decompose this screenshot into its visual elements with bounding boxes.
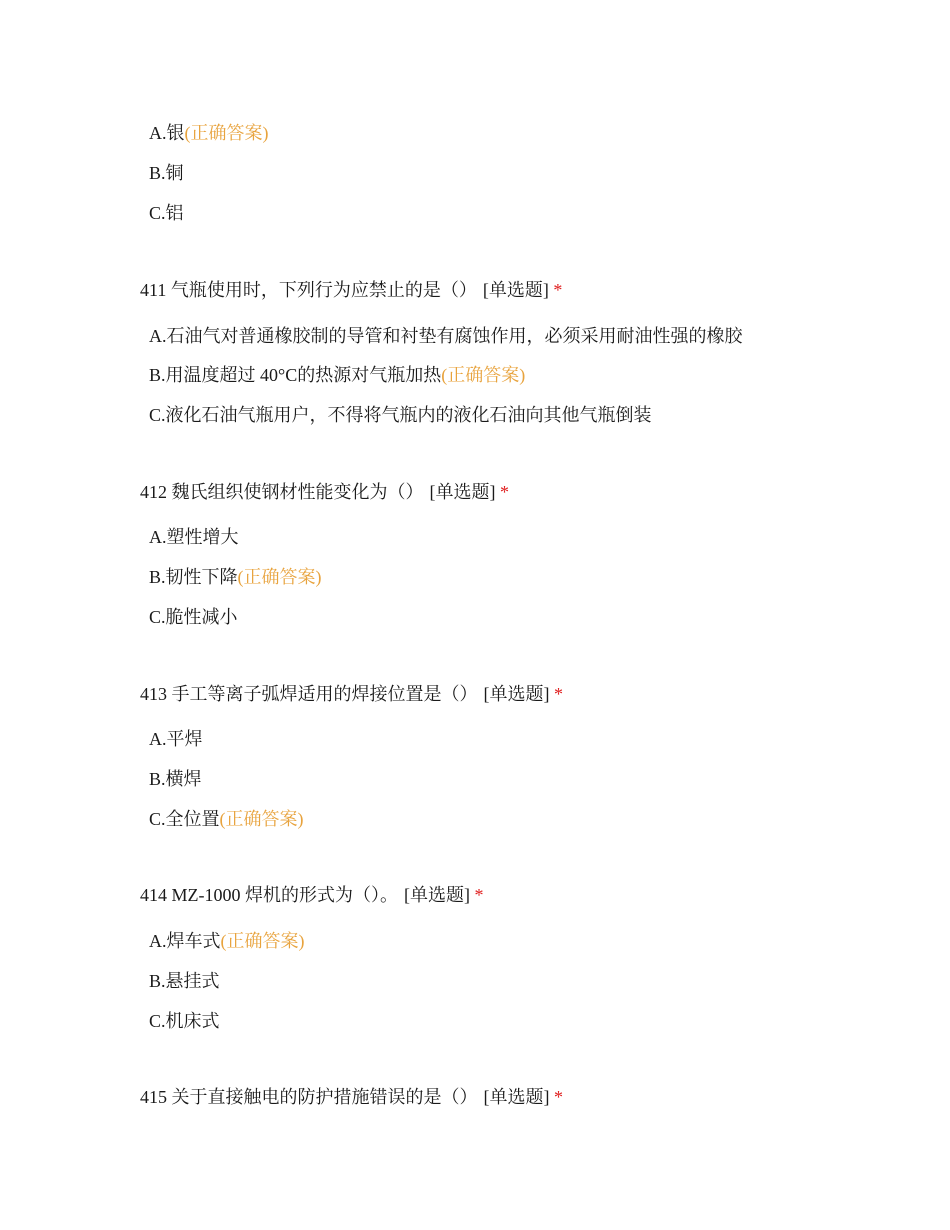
option-c [149, 1009, 220, 1033]
option-text: C.液化石油气瓶用户，不得将气瓶内的液化石油向其他气瓶倒装 [149, 405, 652, 425]
required-star: * [554, 1087, 563, 1107]
option-text: C.全位置 [149, 809, 220, 829]
option-b [149, 969, 220, 993]
option-text: B.用温度超过 40°C的热源对气瓶加热 [149, 365, 442, 385]
option-a [149, 324, 743, 348]
option-text: B.横焊 [149, 769, 202, 789]
question-type: [单选题] [404, 885, 470, 905]
question-text: 气瓶使用时，下列行为应禁止的是（） [170, 280, 477, 300]
option-text: C.铝 [149, 203, 184, 223]
option-c [149, 201, 184, 225]
option-b [149, 363, 525, 387]
option-text: A.焊车式 [149, 931, 221, 951]
option-a [149, 525, 239, 549]
question-text: 手工等离子弧焊适用的焊接位置是（） [171, 684, 478, 704]
question-title-415 [140, 1085, 563, 1109]
option-text: A.塑性增大 [149, 527, 239, 547]
option-text: A.银 [149, 123, 185, 143]
required-star: * [500, 482, 509, 502]
question-type: [单选题] [429, 482, 496, 502]
correct-answer-tag: (正确答案) [219, 809, 304, 829]
question-number: 413 [140, 684, 167, 704]
correct-answer-tag: (正确答案) [441, 365, 526, 385]
option-b [149, 161, 184, 185]
question-number: 412 [140, 482, 167, 502]
option-c [149, 403, 652, 427]
question-type: [单选题] [483, 684, 550, 704]
option-c [149, 605, 238, 629]
correct-answer-tag: (正确答案) [220, 931, 305, 951]
question-type: [单选题] [483, 1087, 550, 1107]
question-title-413 [140, 682, 563, 706]
question-number: 415 [140, 1087, 167, 1107]
question-title-411 [140, 278, 562, 302]
option-b [149, 565, 322, 589]
option-text: B.悬挂式 [149, 971, 220, 991]
option-c [149, 807, 304, 831]
option-text: B.铜 [149, 163, 184, 183]
option-text: C.脆性减小 [149, 607, 238, 627]
question-text: 关于直接触电的防护措施错误的是（） [171, 1087, 478, 1107]
option-text: A.平焊 [149, 729, 203, 749]
question-type: [单选题] [482, 280, 549, 300]
required-star: * [474, 885, 484, 905]
question-number: 414 [140, 885, 167, 905]
option-text: B.韧性下降 [149, 567, 238, 587]
option-a [149, 121, 269, 145]
question-text: 魏氏组织使钢材性能变化为（） [171, 482, 424, 502]
correct-answer-tag: (正确答案) [237, 567, 322, 587]
correct-answer-tag: (正确答案) [184, 123, 269, 143]
question-number: 411 [140, 280, 167, 300]
option-b [149, 767, 202, 791]
required-star: * [554, 684, 563, 704]
required-star: * [553, 280, 563, 300]
question-title-412 [140, 480, 509, 504]
question-text: MZ-1000 焊机的形式为（）。 [171, 885, 398, 905]
option-a [149, 727, 203, 751]
option-a [149, 929, 305, 953]
question-title-414 [140, 883, 484, 907]
option-text: C.机床式 [149, 1011, 220, 1031]
option-text: A.石油气对普通橡胶制的导管和衬垫有腐蚀作用，必须采用耐油性强的橡胶 [149, 326, 743, 346]
